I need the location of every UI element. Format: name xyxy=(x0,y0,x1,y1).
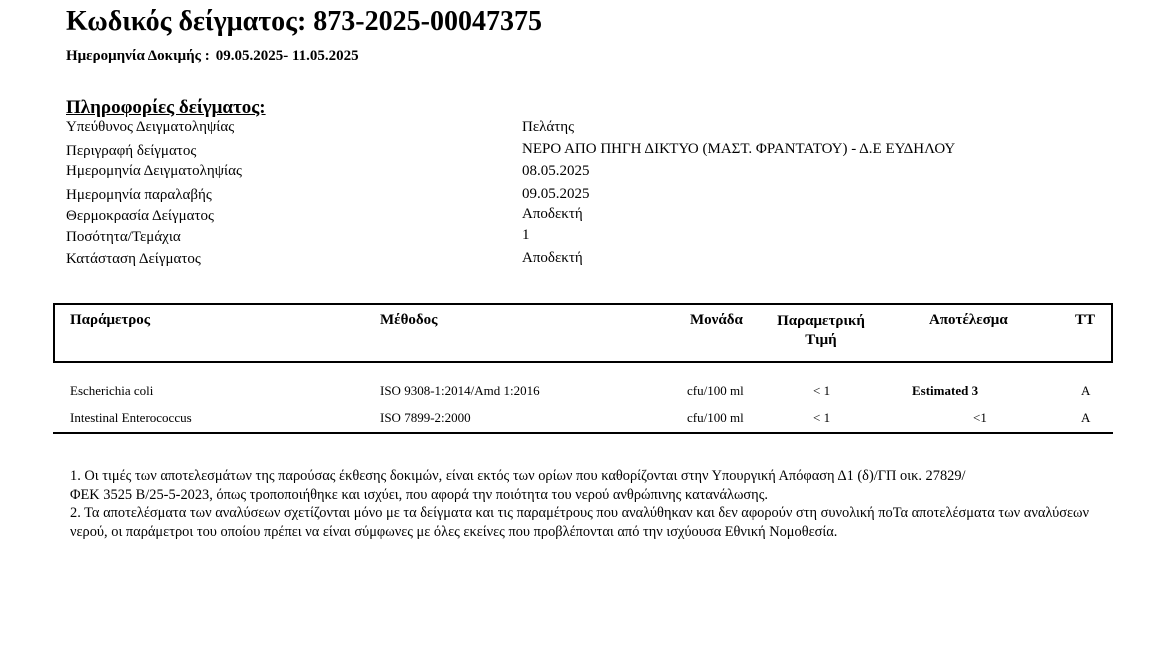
test-date xyxy=(66,48,359,65)
test-date-value: 09.05.2025- 11.05.2025 xyxy=(215,48,359,64)
note-line: 2. Τα αποτελέσματα των αναλύσεων σχετίζονται μόνο με τα δείγματα και τις παραμέτρους που αναλύθηκαν και δεν αφορούν στη συνολική ποΤα αποτελέσματα των αναλύσεων xyxy=(70,505,1089,521)
col-header-parametric-value-line2: Τιμή xyxy=(805,332,837,348)
cell-tt: A xyxy=(1081,383,1091,398)
sample-code-title: Κωδικός δείγματος: 873-2025-00047375 xyxy=(66,6,542,37)
cell-parameter: Intestinal Enterococcus xyxy=(70,410,192,425)
info-value-sample-condition: Αποδεκτή xyxy=(522,250,583,266)
info-label-sample-condition: Κατάσταση Δείγματος xyxy=(66,251,201,267)
note-line: ΦΕΚ 3525 Β/25-5-2023, όπως τροποποιήθηκε και ισχύει, που αφορά την ποιότητα του νερού ανθρώπινης κατανάλωσης. xyxy=(70,487,769,503)
cell-result: Estimated 3 xyxy=(912,383,979,398)
info-label-sample-description: Περιγραφή δείγματος xyxy=(66,143,197,159)
col-header-result: Αποτέλεσμα xyxy=(929,312,1008,328)
cell-parametric-value: < 1 xyxy=(813,410,831,425)
cell-unit: cfu/100 ml xyxy=(687,410,744,425)
col-header-method: Μέθοδος xyxy=(380,312,438,328)
col-header-parametric-value xyxy=(777,312,865,350)
table-bottom-rule xyxy=(53,432,1113,434)
info-label-sample-temperature: Θερμοκρασία Δείγματος xyxy=(66,208,214,224)
col-header-tt: TT xyxy=(1075,312,1096,328)
cell-method: ISO 7899-2:2000 xyxy=(380,410,471,425)
cell-unit: cfu/100 ml xyxy=(687,383,744,398)
info-label-sampling-responsible: Υπεύθυνος Δειγματοληψίας xyxy=(66,119,235,135)
info-value-quantity: 1 xyxy=(522,227,530,243)
info-value-sampling-responsible: Πελάτης xyxy=(522,119,575,135)
note-line: 1. Οι τιμές των αποτελεσμάτων της παρούσας έκθεσης δοκιμών, είναι εκτός των ορίων που καθορίζονται στην Υπουργική Απόφαση Δ1 (δ)/ΓΠ οικ. 27829/ xyxy=(70,468,966,484)
note-line: νερού, οι παράμετροι του οποίου πρέπει να είναι σύμφωνες με όλες εκείνες που προβλέπονται από την ισχύουσα Εθνική Νομοθεσία. xyxy=(70,524,838,540)
info-value-receipt-date: 09.05.2025 xyxy=(522,186,590,202)
info-label-quantity: Ποσότητα/Τεμάχια xyxy=(66,229,181,245)
info-value-sample-temperature: Αποδεκτή xyxy=(522,206,583,222)
info-label-sampling-date: Ημερομηνία Δειγματοληψίας xyxy=(66,163,242,179)
info-value-sampling-date: 08.05.2025 xyxy=(522,163,590,179)
cell-parametric-value: < 1 xyxy=(813,383,831,398)
cell-method: ISO 9308-1:2014/Amd 1:2016 xyxy=(380,383,540,398)
sample-info-heading: Πληροφορίες δείγματος: xyxy=(66,97,266,118)
col-header-unit: Μονάδα xyxy=(690,312,743,328)
cell-tt: A xyxy=(1081,410,1091,425)
info-value-sample-description: ΝΕΡΟ ΑΠΟ ΠΗΓΗ ΔΙΚΤΥΟ (ΜΑΣΤ. ΦΡΑΝΤΑΤΟΥ) - Δ.Ε ΕΥΔΗΛΟΥ xyxy=(522,141,956,157)
col-header-parameter: Παράμετρος xyxy=(70,312,151,328)
cell-result: <1 xyxy=(973,410,987,425)
cell-parameter: Escherichia coli xyxy=(70,383,154,398)
info-label-receipt-date: Ημερομηνία παραλαβής xyxy=(66,187,212,203)
col-header-parametric-value-line1: Παραμετρική xyxy=(777,313,865,329)
test-date-label: Ημερομηνία Δοκιμής : xyxy=(66,48,210,64)
